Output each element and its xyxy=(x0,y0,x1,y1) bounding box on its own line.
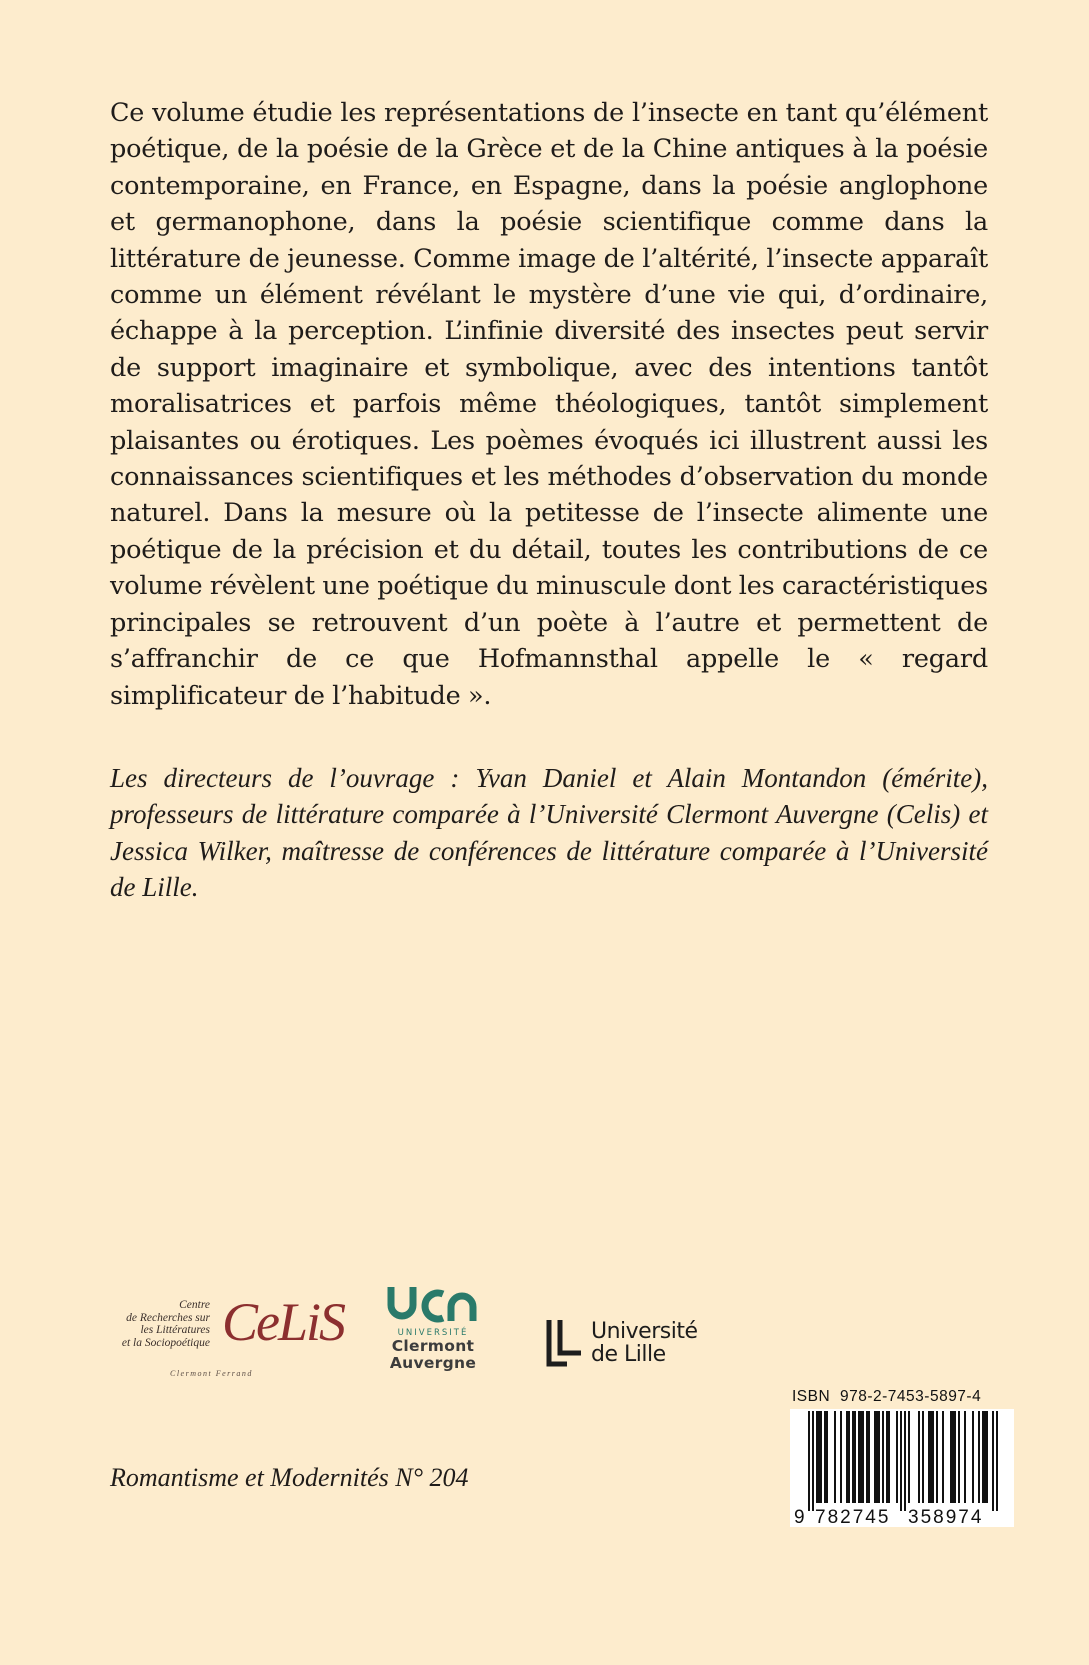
barcode-bar xyxy=(860,1411,862,1503)
barcode-bar xyxy=(846,1411,848,1503)
lille-logo-text: Université de Lille xyxy=(591,1319,698,1367)
barcode-bar xyxy=(878,1411,880,1503)
barcode-bar xyxy=(808,1411,810,1511)
barcode-bar xyxy=(834,1411,836,1503)
barcode-bar xyxy=(852,1411,854,1503)
barcode-bar xyxy=(952,1411,954,1503)
barcode-bar xyxy=(812,1411,814,1511)
barcode-bar xyxy=(950,1411,952,1503)
isbn-barcode xyxy=(790,1388,1014,1528)
barcode-bar xyxy=(840,1411,842,1503)
barcode-bar xyxy=(820,1411,822,1503)
barcode-bar xyxy=(826,1411,828,1503)
barcode-bar xyxy=(876,1411,878,1503)
celis-logo-mark: CeLiS xyxy=(222,1292,345,1352)
uca-logo-line2: Clermont xyxy=(391,1337,475,1355)
barcode-bar xyxy=(900,1411,902,1511)
barcode-bar xyxy=(918,1411,920,1503)
barcode-bar xyxy=(824,1411,826,1503)
barcode-bar xyxy=(886,1411,888,1503)
lille-logo xyxy=(545,1320,745,1370)
barcode-bar xyxy=(986,1411,988,1503)
barcode-bar xyxy=(818,1411,820,1503)
uca-logo-line3: Auvergne xyxy=(389,1354,477,1372)
barcode-left-digits: 782745 xyxy=(815,1507,891,1527)
barcode-bar xyxy=(922,1411,924,1503)
celis-logo-place: Clermont Ferrand xyxy=(170,1369,253,1378)
barcode-bar xyxy=(954,1411,956,1503)
uca-logo xyxy=(378,1285,488,1395)
barcode-bar xyxy=(868,1411,870,1503)
barcode-bar xyxy=(888,1411,890,1503)
barcode-bar xyxy=(958,1411,960,1503)
barcode-bar xyxy=(866,1411,868,1503)
barcode-bar xyxy=(908,1411,910,1503)
barcode-bar xyxy=(858,1411,860,1503)
barcode-bar xyxy=(848,1411,850,1503)
barcode-bar xyxy=(992,1411,994,1511)
barcode-bar xyxy=(928,1411,930,1503)
barcode-bar xyxy=(978,1411,980,1503)
isbn-number: 978-2-7453-5897-4 xyxy=(840,1388,982,1405)
summary-paragraph: Ce volume étudie les représentations de l’insecte en tant qu’élément poétique, de la poésie de la Grèce et de la Chine antiques à la poésie contemporaine, en France, en Espagne, dans la poésie anglophone et germanophone, dans la poésie scientifique comme dans la littérature de jeunesse. Comme image de l’altérité, l’insecte apparaît comme un élément révélant le mystère d’une vie qui, d’ordinaire, échappe à la perception. L’infinie diversité des insectes peut servir de support imaginaire et symbolique, avec des intentions tantôt moralisatrices et parfois même théologiques, tantôt simplement plaisantes ou érotiques. Les poèmes évoqués ici illustrent aussi les connaissances scientifiques et les méthodes d’observation du monde naturel. Dans la mesure où la petitesse de l’insecte alimente une poétique de la précision et du détail, toutes les contributions de ce volume révèlent une poétique du minuscule dont les caractéristiques principales se retrouvent d’un poète à l’autre et permettent de s’affranchir de ce que Hofmannsthal appelle le « regard simplificateur de l’habitude ». xyxy=(110,98,988,711)
barcode-bar xyxy=(874,1411,876,1503)
barcode-bar xyxy=(816,1411,818,1503)
barcode-first-digit: 9 xyxy=(794,1507,805,1527)
barcode-bar xyxy=(854,1411,856,1503)
celis-logo xyxy=(100,1285,345,1390)
barcode-bar xyxy=(932,1411,934,1503)
barcode-bar xyxy=(996,1411,998,1511)
barcode-bar xyxy=(936,1411,938,1503)
celis-logo-caption: Centre de Recherches sur les Littératures et la Sociopoétique xyxy=(121,1299,210,1349)
directors-note: Les directeurs de l’ouvrage : Yvan Daniel et Alain Montandon (émérite), professeurs de littérature comparée à l’Université Clermont Auvergne (Celis) et Jessica Wilker, maîtresse de conférences de littérature comparée à l’Université de Lille. xyxy=(110,763,988,903)
barcode-bar xyxy=(964,1411,966,1503)
lille-logo-mark xyxy=(545,1320,585,1368)
uca-logo-line1: UNIVERSITÉ xyxy=(397,1328,469,1338)
barcode-bar xyxy=(930,1411,932,1503)
barcode-bar xyxy=(942,1411,944,1503)
barcode-right-digits: 358974 xyxy=(908,1507,984,1527)
barcode-image xyxy=(790,1409,1014,1527)
isbn-label: ISBN xyxy=(792,1388,831,1405)
series-title: Romantisme et Modernités N° 204 xyxy=(110,1463,469,1492)
barcode-bar xyxy=(972,1411,974,1503)
barcode-bar xyxy=(862,1411,864,1503)
partner-logos xyxy=(100,1285,740,1395)
barcode-bar xyxy=(896,1411,898,1503)
barcode-bar xyxy=(984,1411,986,1503)
uca-logo-mark xyxy=(385,1285,481,1325)
barcode-bar xyxy=(882,1411,884,1503)
barcode-bar xyxy=(904,1411,906,1511)
barcode-bar xyxy=(982,1411,984,1503)
